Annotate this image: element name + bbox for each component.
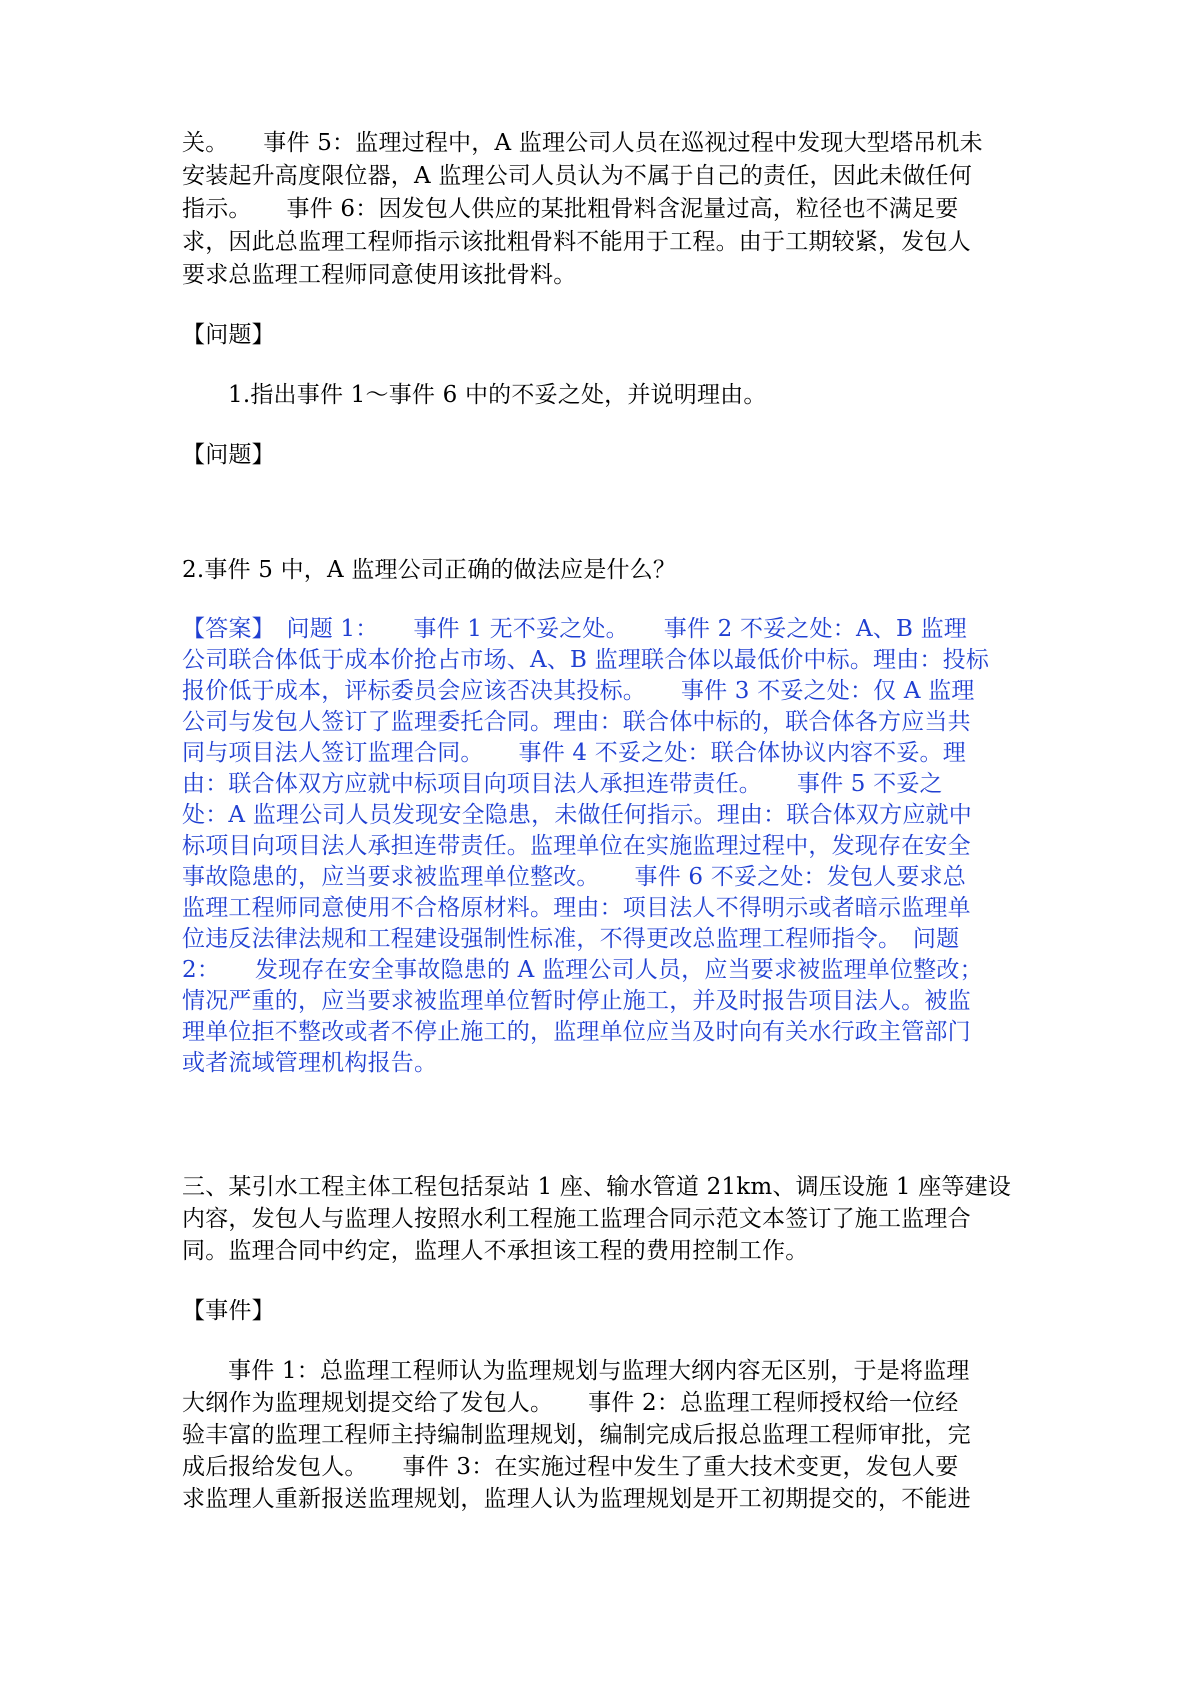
question-text: 2.事件 5 中，A 监理公司正确的做法应是什么？ <box>182 557 677 583</box>
answer-line: 报价低于成本，评标委员会应该否决其投标。 事件 3 不妥之处：仅 A 监理 <box>182 678 975 704</box>
answer-line: 同与项目法人签订监理合同。 事件 4 不妥之处：联合体协议内容不妥。理 <box>182 740 966 766</box>
event-line: 成后报给发包人。 事件 3：在实施过程中发生了重大技术变更，发包人要 <box>182 1454 959 1480</box>
question-text: 1.指出事件 1～事件 6 中的不妥之处，并说明理由。 <box>228 382 767 408</box>
event-line: 求监理人重新报送监理规划，监理人认为监理规划是开工初期提交的，不能进 <box>182 1486 971 1512</box>
paragraph-line: 关。 事件 5：监理过程中，A 监理公司人员在巡视过程中发现大型塔吊机未 <box>182 130 983 156</box>
answer-line: 标项目向项目法人承担连带责任。监理单位在实施监理过程中，发现存在安全 <box>182 833 971 859</box>
event-line: 大纲作为监理规划提交给了发包人。 事件 2：总监理工程师授权给一位经 <box>182 1390 959 1416</box>
answer-line: 由：联合体双方应就中标项目向项目法人承担连带责任。 事件 5 不妥之 <box>182 771 943 797</box>
events-heading: 【事件】 <box>182 1298 275 1324</box>
question-heading: 【问题】 <box>182 442 275 468</box>
answer-line: 情况严重的，应当要求被监理单位暂时停止施工，并及时报告项目法人。被监 <box>182 988 971 1014</box>
event-line: 验丰富的监理工程师主持编制监理规划，编制完成后报总监理工程师审批，完 <box>182 1422 971 1448</box>
section-intro-line: 同。监理合同中约定，监理人不承担该工程的费用控制工作。 <box>182 1238 809 1264</box>
event-line: 事件 1：总监理工程师认为监理规划与监理大纲内容无区别，于是将监理 <box>228 1358 970 1384</box>
answer-line: 2： 发现存在安全事故隐患的 A 监理公司人员，应当要求被监理单位整改； <box>182 957 983 983</box>
answer-line: 理单位拒不整改或者不停止施工的，监理单位应当及时向有关水行政主管部门 <box>182 1019 971 1045</box>
answer-line: 处：A 监理公司人员发现安全隐患，未做任何指示。理由：联合体双方应就中 <box>182 802 972 828</box>
paragraph-line: 要求总监理工程师同意使用该批骨料。 <box>182 262 577 288</box>
answer-line: 公司与发包人签订了监理委托合同。理由：联合体中标的，联合体各方应当共 <box>182 709 971 735</box>
answer-line: 公司联合体低于成本价抢占市场、A、B 监理联合体以最低价中标。理由：投标 <box>182 647 990 673</box>
section-intro-line: 内容，发包人与监理人按照水利工程施工监理合同示范文本签订了施工监理合 <box>182 1206 971 1232</box>
answer-line: 【答案】 问题 1： 事件 1 无不妥之处。 事件 2 不妥之处：A、B 监理 <box>182 616 967 642</box>
question-heading: 【问题】 <box>182 322 275 348</box>
answer-line: 或者流域管理机构报告。 <box>182 1050 438 1076</box>
section-intro-line: 三、某引水工程主体工程包括泵站 1 座、输水管道 21km、调压设施 1 座等建设 <box>182 1174 1012 1200</box>
paragraph-line: 安装起升高度限位器，A 监理公司人员认为不属于自己的责任，因此未做任何 <box>182 163 972 189</box>
answer-line: 事故隐患的，应当要求被监理单位整改。 事件 6 不妥之处：发包人要求总 <box>182 864 966 890</box>
answer-line: 位违反法律法规和工程建设强制性标准，不得更改总监理工程师指令。 问题 <box>182 926 960 952</box>
paragraph-line: 指示。 事件 6：因发包人供应的某批粗骨料含泥量过高，粒径也不满足要 <box>182 196 959 222</box>
answer-line: 监理工程师同意使用不合格原材料。理由：项目法人不得明示或者暗示监理单 <box>182 895 971 921</box>
paragraph-line: 求，因此总监理工程师指示该批粗骨料不能用于工程。由于工期较紧，发包人 <box>182 229 971 255</box>
